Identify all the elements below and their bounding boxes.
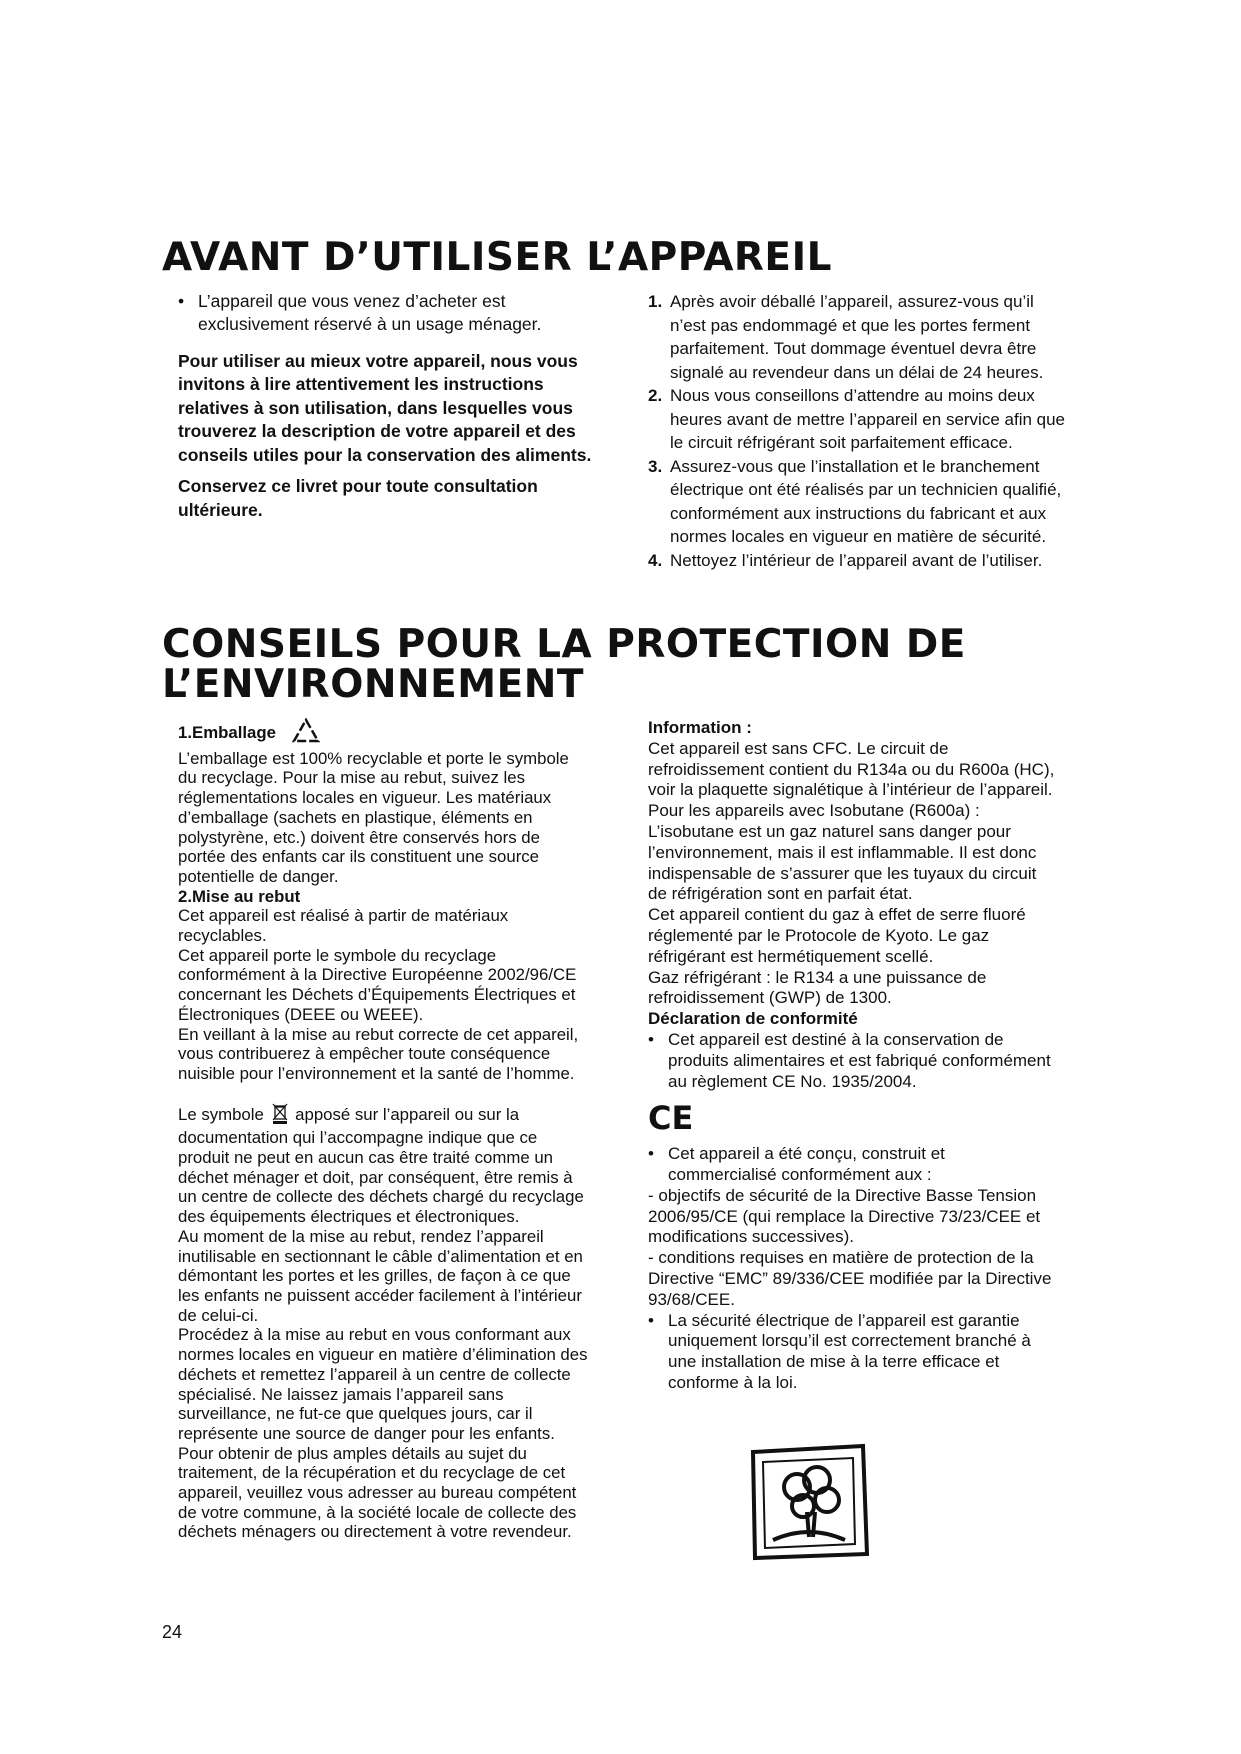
page-number: 24 (162, 1622, 183, 1642)
bold-keep-booklet: Conservez ce livret pour toute consultation ultérieure. (178, 476, 538, 520)
section-title-before-use: AVANT D’UTILISER L’APPAREIL (162, 235, 832, 280)
step-item: 2. Nous vous conseillons d’attendre au moins deux heures avant de mettre l’appareil en service afin que le circuit réfrigérant soit parfaitement efficace. (648, 386, 1066, 452)
bullet-item: • La sécurité électrique de l’appareil est garantie uniquement lorsqu’il est correctement branché à une installation de mise à la terre efficace et conforme à la loi. (648, 1310, 1031, 1392)
recycle-icon (291, 718, 321, 749)
environment-left-column: 1.Emballage L’emballage est 100% recyclable et porte le symbole du recyclage. Pour la mise au rebut, suivez les réglementations locales en vigueur. Les matériaux d’emballage (sachets en plastique, éléments en polystyrène, etc.) doivent être conservés hors de portée des enfants car ils constituent une source potentielle de danger. 2.Mise au rebut Cet appareil est réalisé à partir de matériaux recyclables. Cet appareil porte le symbole du recyclage conformément à la Directive Européenne 2002/96/CE concernant les Déchets d’Équipements Électriques et Électroniques (DEEE ou WEEE). En veillant à la mise au rebut correcte de cet appareil, vous contribuerez à empêcher toute conséquence nuisible pour l’environnement et la santé de l’homme. Le symbole apposé sur l’appareil ou sur la documentation qui l’accompagne indique que ce produit ne peut en aucun cas être traité comme un déchet ménager et doit, par conséquent, être remis à un centre de collecte des déchets chargé du recyclage des équipements électriques et électroniques. Au moment de la mise au rebut, rendez l’appareil inutilisable en sectionnant le câble d’alimentation et en démontant les portes et les grilles, de façon à ce que les enfants ne puissent accéder facilement à l’intérieur de celui-ci. Procédez à la mise au rebut en vous conformant aux normes locales en vigueur en matière d’élimination des déchets et remettez l’appareil à un centre de collecte spécialisé. Ne laissez jamais l’appareil sans surveillance, ne fut-ce que quelques jours, car il représente une source de danger pour les enfants. Pour obtenir de plus amples détails au sujet du traitement, de la récupération et du recyclage de cet appareil, veuillez vous adresser au bureau compétent de votre commune, à la société locale de collecte des déchets ménagers ou directement à votre revendeur. (178, 718, 590, 1542)
svg-text:CE: CE (648, 1100, 694, 1135)
bullet-item: • Cet appareil a été conçu, construit et commercialisé conformément aux : (648, 1144, 945, 1184)
heading-packaging: 1.Emballage (178, 722, 276, 742)
section-title-environment: CONSEILS POUR LA PROTECTION DE L’ENVIRONNEMENT (162, 622, 966, 707)
heading-disposal: 2.Mise au rebut (178, 886, 301, 906)
before-use-left-column (178, 290, 598, 522)
bold-instruction: Pour utiliser au mieux votre appareil, nous vous invitons à lire attentivement les instructions relatives à son utilisation, dans lesquelles vous trouverez la description de votre appareil et des conseils utiles pour la conservation des aliments. (178, 350, 592, 465)
step-item: 1. Après avoir déballé l’appareil, assurez-vous qu’il n’est pas endommagé et que les portes ferment parfaitement. Tout dommage éventuel devra être signalé au revendeur dans un délai de 24 heures. (648, 292, 1044, 382)
heading-declaration: Déclaration de conformité (648, 1009, 858, 1029)
step-item: 4. Nettoyez l’intérieur de l’appareil avant de l’utiliser. (648, 550, 1043, 570)
tree-stamp-icon (745, 1442, 875, 1567)
step-item: 3. Assurez-vous que l’installation et le branchement électrique ont été réalisés par un technicien qualifié, conformément aux instructions du fabricant et aux normes locales en vigueur en matière de sécurité. (648, 456, 1062, 546)
heading-information: Information : (648, 718, 752, 737)
ce-mark (648, 1100, 1058, 1140)
bullet-item: • L’appareil que vous venez d’acheter est exclusivement réservé à un usage ménager. (178, 291, 542, 335)
environment-right-column: Information : Cet appareil est sans CFC. Le circuit de refroidissement contient du R134a ou du R600a (HC), voir la plaquette signalétique à l’intérieur de l’appareil. Pour les appareils avec Isobutane (R600a) : L’isobutane est un gaz naturel sans danger pour l’environnement, mais il est inflammable. Il est donc indispensable de s’assurer que les tuyaux du circuit de réfrigération sont en parfait état. Cet appareil contient du gaz à effet de serre fluoré réglementé par le Protocole de Kyoto. Le gaz réfrigérant est hermétiquement scellé. Gaz réfrigérant : le R134 a une puissance de refroidissement (GWP) de 1300. Déclaration de conformité • Cet appareil est destiné à la conservation de produits alimentaires et est fabriqué conformément au règlement CE No. 1935/2004. CE • Cet appareil a été conçu, construit et commercialisé conformément aux : - objectifs de sécurité de la Directive Basse Tension 2006/95/CE (qui remplace la Directive 73/23/CEE et modifications successives). - conditions requises en matière de protection de la Directive “EMC” 89/336/CEE modifiée par la Directive 93/68/CEE. • La sécurité électrique de l’appareil est garantie uniquement lorsqu’il est correctement branché à une installation de mise à la terre efficace et conforme à la loi. (648, 718, 1058, 1394)
crossed-bin-icon (271, 1102, 289, 1129)
bullet-item: • Cet appareil est destiné à la conservation de produits alimentaires et est fabriqué conformément au règlement CE No. 1935/2004. (648, 1029, 1051, 1091)
before-use-steps (648, 290, 1068, 572)
